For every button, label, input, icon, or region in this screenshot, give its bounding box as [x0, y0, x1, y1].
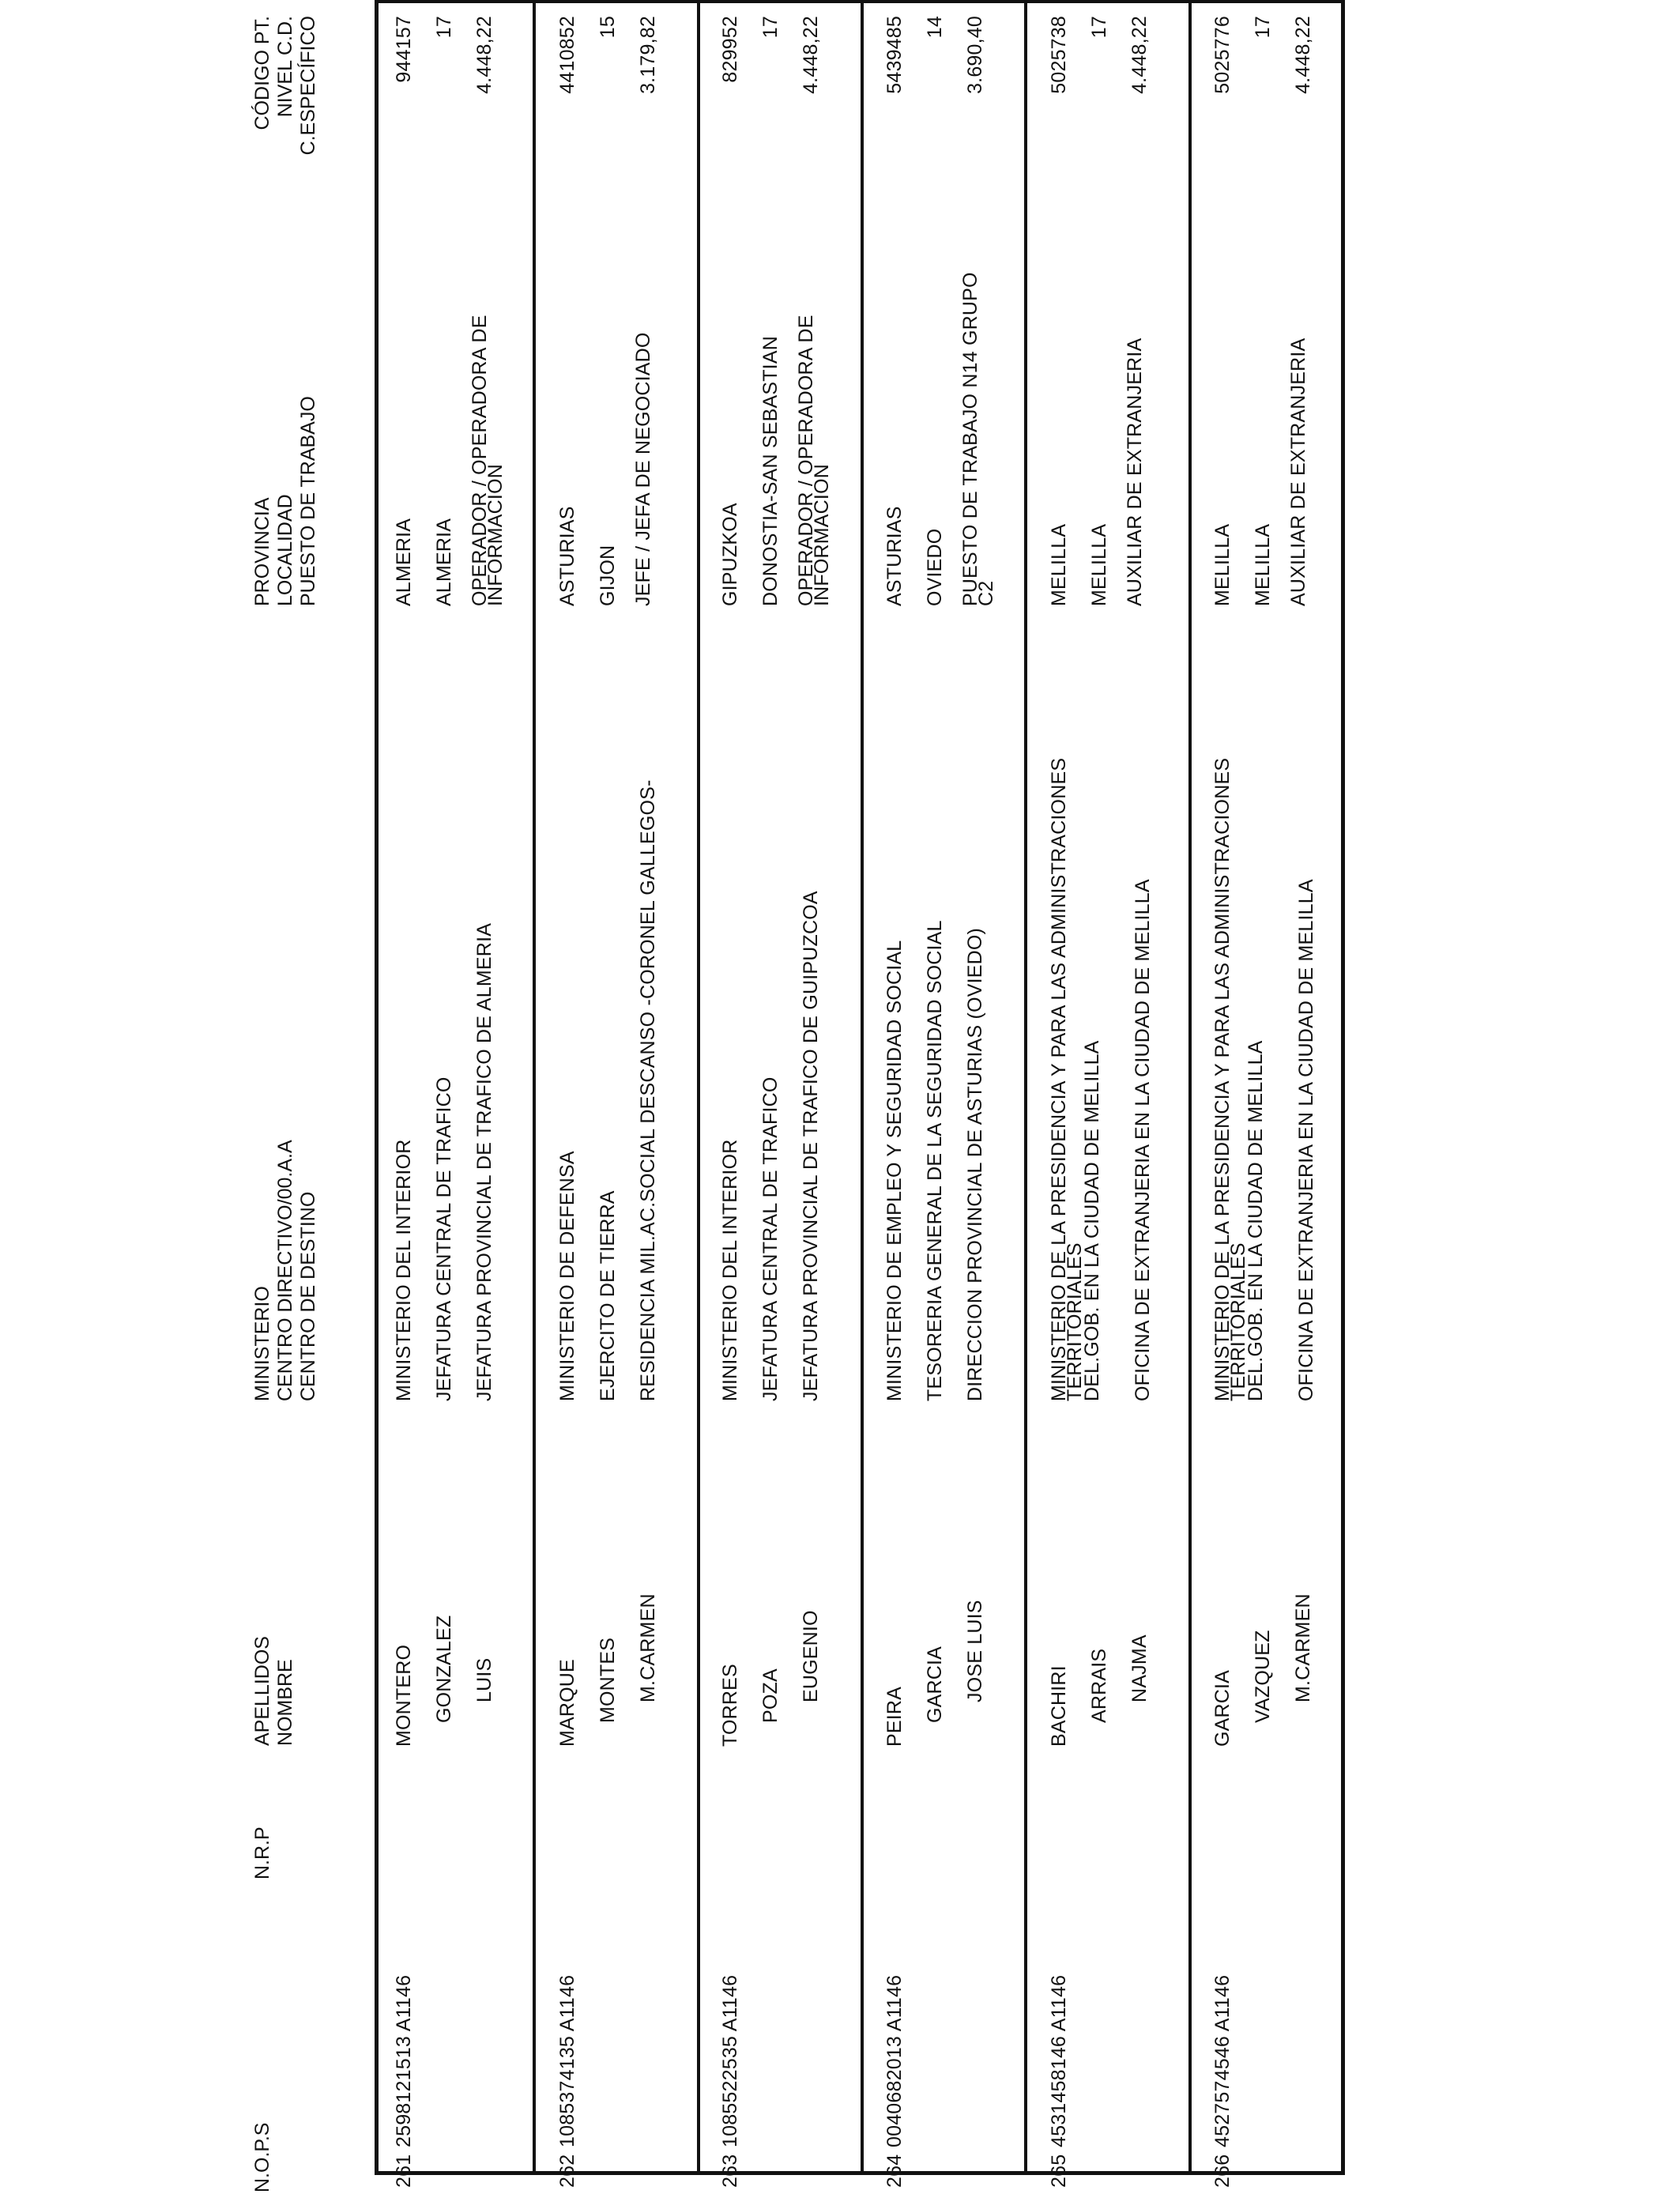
puesto-line: OPERADOR / OPERADORA DE — [795, 315, 817, 606]
row-separator — [1024, 0, 1027, 2175]
row-separator — [697, 0, 700, 2175]
header-nombre: NOMBRE — [274, 1659, 296, 1746]
nivel-cd-value: 17 — [1252, 16, 1274, 39]
surname-1: MARQUE — [556, 1659, 578, 1747]
first-name: M.CARMEN — [637, 1593, 659, 1702]
provincia-value: ALMERIA — [393, 518, 415, 606]
provincia-value: MELILLA — [1048, 523, 1070, 606]
codigo-pt-value: 5025738 — [1048, 16, 1070, 94]
header-nops: N.O.P.S — [251, 2122, 273, 2192]
puesto-line: AUXILIAR DE EXTRANJERIA — [1287, 337, 1309, 606]
nops-value: 266 — [1211, 2154, 1234, 2188]
surname-2: GONZALEZ — [433, 1615, 455, 1723]
ministry-line: MINISTERIO DE EMPLEO Y SEGURIDAD SOCIAL — [883, 940, 906, 1401]
surname-1: PEIRA — [883, 1686, 906, 1747]
localidad-value: MELILLA — [1252, 523, 1274, 606]
puesto-line: INFORMACION — [484, 464, 507, 606]
centro-destino: JEFATURA PROVINCIAL DE TRAFICO DE ALMERIA — [473, 922, 495, 1401]
ministry-line: MINISTERIO DE LA PRESIDENCIA Y PARA LAS ADMINISTRACIONES — [1211, 757, 1234, 1401]
header-nrp: N.R.P — [251, 1826, 273, 1879]
localidad-value: ALMERIA — [433, 518, 455, 606]
nivel-cd-value: 14 — [924, 16, 946, 39]
provincia-value: GIPUZKOA — [719, 503, 741, 606]
first-name: JOSE LUIS — [964, 1600, 986, 1702]
header-c-especifico: C.ESPECÍFICO — [297, 16, 319, 156]
surname-1: BACHIRI — [1048, 1665, 1070, 1747]
ministry-line: TERRITORIALES — [1064, 1242, 1086, 1401]
centro-directivo: JEFATURA CENTRAL DE TRAFICO — [759, 1076, 782, 1401]
provincia-value: MELILLA — [1211, 523, 1234, 606]
nops-value: 261 — [393, 2154, 415, 2188]
nrp-value: 2598121513 A1146 — [393, 1974, 415, 2147]
centro-destino: JEFATURA PROVINCIAL DE TRAFICO DE GUIPUZCOA — [800, 891, 822, 1401]
c-especifico-value: 4.448,22 — [800, 16, 822, 94]
localidad-value: GIJON — [597, 545, 619, 606]
c-especifico-value: 4.448,22 — [1128, 16, 1151, 94]
surname-1: TORRES — [719, 1664, 741, 1747]
header-centro-directivo: CENTRO DIRECTIVO/00.A.A — [274, 1140, 296, 1401]
nivel-cd-value: 17 — [1088, 16, 1110, 39]
surname-1: MONTERO — [393, 1644, 415, 1747]
centro-directivo: EJERCITO DE TIERRA — [597, 1190, 619, 1401]
provincia-value: ASTURIAS — [556, 506, 578, 606]
puesto-line: PUESTO DE TRABAJO N14 GRUPO — [959, 272, 981, 606]
puesto-line: AUXILIAR DE EXTRANJERIA — [1124, 337, 1146, 606]
first-name: NAJMA — [1128, 1634, 1151, 1702]
nrp-value: 0040682013 A1146 — [883, 1974, 906, 2147]
centro-destino: RESIDENCIA MIL.AC.SOCIAL DESCANSO -CORONEL GALLEGOS- — [637, 779, 659, 1401]
codigo-pt-value: 944157 — [393, 16, 415, 83]
header-puesto: PUESTO DE TRABAJO — [297, 396, 319, 606]
centro-destino: DIRECCION PROVINCIAL DE ASTURIAS (OVIEDO) — [964, 927, 986, 1401]
ministry-line: MINISTERIO DE DEFENSA — [556, 1151, 578, 1401]
centro-directivo: DEL.GOB. EN LA CIUDAD DE MELILLA — [1081, 1040, 1103, 1401]
row-separator — [1188, 0, 1192, 2175]
surname-2: ARRAIS — [1088, 1648, 1110, 1723]
nrp-value: 1085374135 A1146 — [556, 1974, 578, 2147]
ministry-line: MINISTERIO DEL INTERIOR — [393, 1139, 415, 1401]
first-name: LUIS — [473, 1657, 495, 1702]
header-codigo-pt: CÓDIGO PT. — [251, 16, 273, 130]
provincia-value: ASTURIAS — [883, 506, 906, 606]
nops-value: 265 — [1048, 2154, 1070, 2188]
header-provincia: PROVINCIA — [251, 497, 273, 606]
codigo-pt-value: 5025776 — [1211, 16, 1234, 94]
localidad-value: OVIEDO — [924, 528, 946, 606]
codigo-pt-value: 5439485 — [883, 16, 906, 94]
ministry-line: MINISTERIO DE LA PRESIDENCIA Y PARA LAS ADMINISTRACIONES — [1048, 757, 1070, 1401]
puesto-line: JEFE / JEFA DE NEGOCIADO — [632, 332, 654, 606]
codigo-pt-value: 4410852 — [556, 16, 578, 94]
puesto-line: INFORMACION — [811, 464, 833, 606]
nivel-cd-value: 15 — [597, 16, 619, 39]
ministry-line: TERRITORIALES — [1227, 1242, 1249, 1401]
records-table-frame — [375, 0, 1345, 2175]
surname-2: POZA — [759, 1668, 782, 1723]
c-especifico-value: 3.690,40 — [964, 16, 986, 94]
surname-1: GARCIA — [1211, 1669, 1234, 1747]
nrp-value: 1085522535 A1146 — [719, 1974, 741, 2147]
centro-directivo: TESORERIA GENERAL DE LA SEGURIDAD SOCIAL — [924, 920, 946, 1401]
nrp-value: 4531458146 A1146 — [1048, 1974, 1070, 2147]
first-name: EUGENIO — [800, 1610, 822, 1702]
centro-destino: OFICINA DE EXTRANJERIA EN LA CIUDAD DE MELILLA — [1132, 879, 1154, 1401]
c-especifico-value: 3.179,82 — [637, 16, 659, 94]
nivel-cd-value: 17 — [759, 16, 782, 39]
ministry-line: MINISTERIO DEL INTERIOR — [719, 1139, 741, 1401]
centro-directivo: DEL.GOB. EN LA CIUDAD DE MELILLA — [1245, 1040, 1267, 1401]
row-separator — [861, 0, 864, 2175]
codigo-pt-value: 829952 — [719, 16, 741, 83]
localidad-value: MELILLA — [1088, 523, 1110, 606]
surname-2: VAZQUEZ — [1252, 1630, 1274, 1723]
nivel-cd-value: 17 — [433, 16, 455, 39]
surname-2: GARCIA — [924, 1646, 946, 1723]
header-nivel-cd: NIVEL C.D. — [274, 16, 296, 118]
c-especifico-value: 4.448,22 — [1292, 16, 1314, 94]
row-separator — [533, 0, 536, 2175]
centro-directivo: JEFATURA CENTRAL DE TRAFICO — [433, 1076, 455, 1401]
header-apellidos: APELLIDOS — [251, 1636, 273, 1746]
header-centro-destino: CENTRO DE DESTINO — [297, 1191, 319, 1401]
header-localidad: LOCALIDAD — [274, 494, 296, 606]
c-especifico-value: 4.448,22 — [473, 16, 495, 94]
surname-2: MONTES — [597, 1637, 619, 1723]
puesto-line: C2 — [975, 580, 997, 606]
nrp-value: 4527574546 A1146 — [1211, 1974, 1234, 2147]
nops-value: 264 — [883, 2154, 906, 2188]
header-ministerio: MINISTERIO — [251, 1286, 273, 1401]
nops-value: 262 — [556, 2154, 578, 2188]
localidad-value: DONOSTIA-SAN SEBASTIAN — [759, 336, 782, 606]
centro-destino: OFICINA DE EXTRANJERIA EN LA CIUDAD DE MELILLA — [1295, 879, 1317, 1401]
puesto-line: OPERADOR / OPERADORA DE — [469, 315, 491, 606]
nops-value: 263 — [719, 2154, 741, 2188]
first-name: M.CARMEN — [1292, 1593, 1314, 1702]
